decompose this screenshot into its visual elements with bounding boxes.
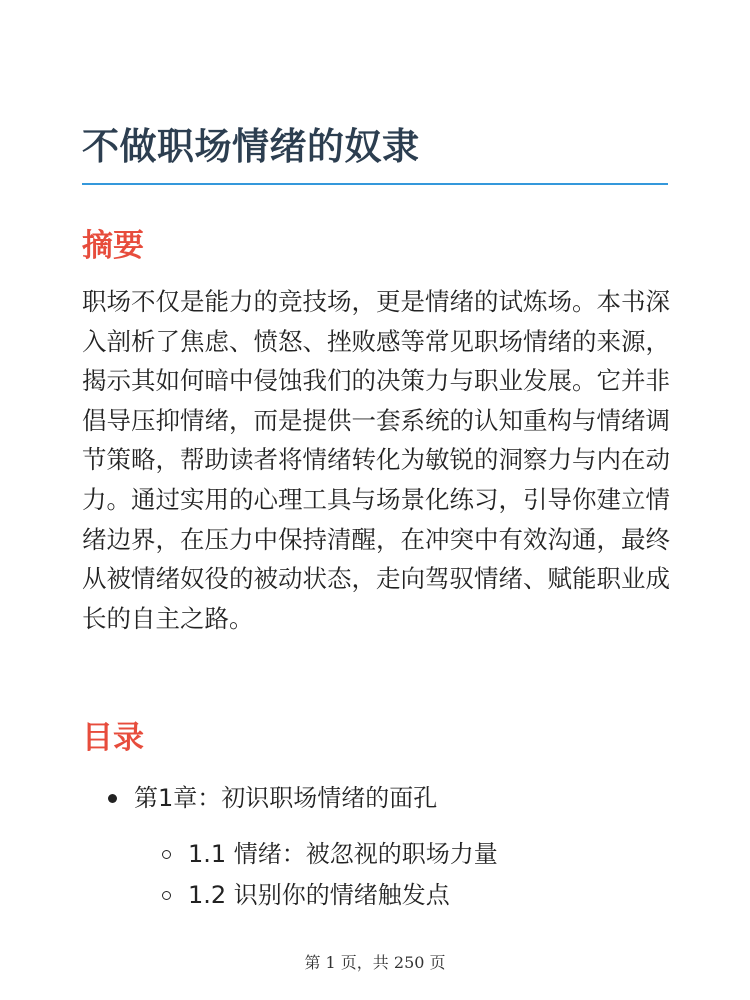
bullet-circle-icon [162,850,171,859]
document-title: 不做职场情绪的奴隶 [82,125,420,168]
toc-chapter-label: 第1章：初识职场情绪的面孔 [134,784,438,812]
toc-heading: 目录 [82,720,144,756]
summary-paragraph: 职场不仅是能力的竞技场，更是情绪的试炼场。本书深入剖析了焦虑、愤怒、挫败感等常见职场情绪的来源，揭示其如何暗中侵蚀我们的决策力与职业发展。它并非倡导压抑情绪，而是提供一套系统的认知重构与情绪调节策略，帮助读者将情绪转化为敏锐的洞察力与内在动力。通过实用的心理工具与场景化练习，引导你建立情绪边界，在压力中保持清醒，在冲突中有效沟通，最终从被情绪奴役的被动状态，走向驾驭情绪、赋能职业成长的自主之路。 [82,287,670,633]
toc-section-1-1 [162,836,498,872]
page-number-footer: 第 1 页，共 250 页 [304,953,446,972]
title-divider [82,183,668,185]
toc-section-label: 1.2 识别你的情绪触发点 [188,881,450,909]
bullet-circle-icon [162,891,171,900]
bullet-dot-icon [108,794,117,803]
toc-chapter-1 [108,780,437,816]
toc-section-label: 1.1 情绪：被忽视的职场力量 [188,840,498,868]
toc-section-1-2 [162,877,450,913]
summary-heading: 摘要 [82,228,144,264]
